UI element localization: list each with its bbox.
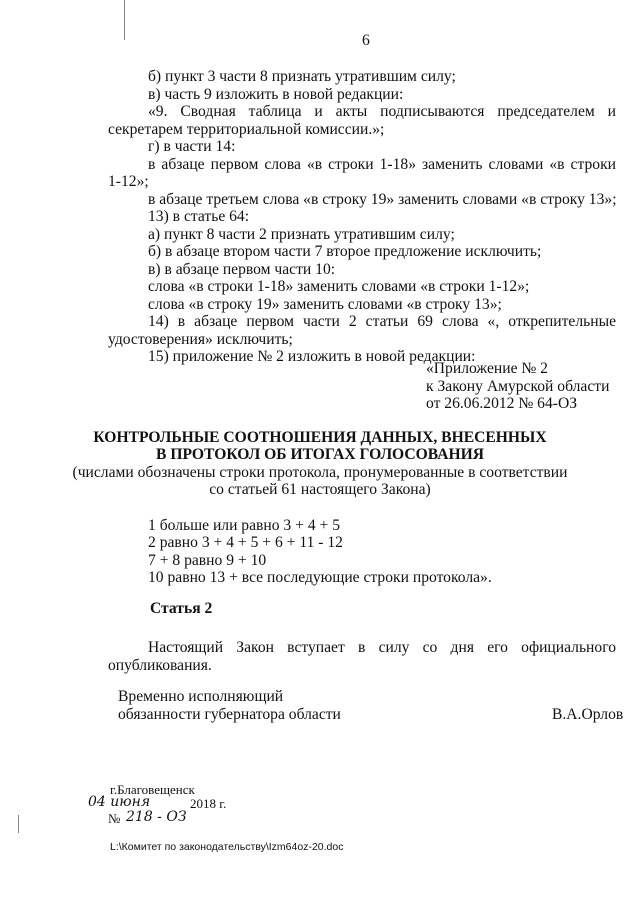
ratio-line: 1 больше или равно 3 + 4 + 5 — [148, 517, 341, 534]
amendment-line: б) пункт 3 части 8 признать утратившим силу; — [148, 68, 456, 85]
amendment-line: слова «в строки 1-18» заменить словами «в строки 1-12»; — [148, 278, 530, 295]
document-heading: КОНТРОЛЬНЫЕ СООТНОШЕНИЯ ДАННЫХ, ВНЕСЕННЫХ — [93, 429, 547, 446]
signature-position: обязанности губернатора области — [118, 706, 341, 723]
heading-note: со статьей 61 настоящего Закона) — [209, 481, 431, 498]
footer-file-path: L:\Комитет по законодательству\Izm64oz-20.doc — [110, 841, 344, 853]
heading-note: (числами обозначены строки протокола, пронумерованные в соответствии — [72, 464, 568, 481]
amendment-line: слова «в строку 19» заменить словами «в строку 13»; — [148, 296, 502, 313]
amendment-line: в) в абзаце первом части 10: — [148, 261, 336, 278]
article-text: Настоящий Закон вступает в силу со дня его официального — [148, 639, 616, 656]
amendment-line: в абзаце третьем слова «в строку 19» заменить словами «в строку 13»; — [148, 191, 617, 208]
appendix-ref-line: к Закону Амурской области — [426, 378, 610, 395]
document-heading: В ПРОТОКОЛ ОБ ИТОГАХ ГОЛОСОВАНИЯ — [156, 446, 484, 463]
page-number: 6 — [362, 32, 370, 49]
amendment-line: в) часть 9 изложить в новой редакции: — [148, 86, 404, 103]
signature-name: В.А.Орлов — [552, 706, 624, 723]
amendment-line: 13) в статье 64: — [148, 208, 250, 225]
amendment-line: г) в части 14: — [148, 138, 236, 155]
ratio-line: 10 равно 13 + все последующие строки протокола». — [148, 569, 492, 586]
amendment-line: а) пункт 8 части 2 признать утратившим силу; — [148, 226, 455, 243]
amendment-line: в абзаце первом слова «в строки 1-18» заменить словами «в строки — [148, 156, 616, 173]
ratio-line: 2 равно 3 + 4 + 5 + 6 + 11 - 12 — [148, 534, 343, 551]
amendment-line: 15) приложение № 2 изложить в новой редакции: — [148, 348, 476, 365]
article-text: опубликования. — [108, 657, 212, 674]
appendix-ref-line: от 26.06.2012 № 64-ОЗ — [426, 395, 578, 412]
signature-position: Временно исполняющий — [118, 688, 284, 705]
scan-mark-left — [18, 815, 19, 833]
amendment-line: «9. Сводная таблица и акты подписываются председателем и — [148, 103, 616, 120]
amendment-line: 14) в абзаце первом части 2 статьи 69 слова «, открепительные — [148, 313, 616, 330]
amendment-line: удостоверения» исключить; — [108, 331, 293, 348]
amendment-line: 1-12»; — [108, 173, 149, 190]
footer-date-handwritten: 04 июня — [88, 794, 151, 810]
footer-number-handwritten: 218 - ОЗ — [126, 809, 187, 825]
ratio-line: 7 + 8 равно 9 + 10 — [148, 552, 267, 569]
footer-city: г.Благовещенск — [110, 782, 195, 797]
scan-mark-top — [124, 0, 125, 40]
article-title: Статья 2 — [150, 600, 213, 617]
appendix-ref-line: «Приложение № 2 — [426, 360, 548, 377]
amendment-line: б) в абзаце втором части 7 второе предложение исключить; — [148, 243, 542, 260]
amendment-line: секретарем территориальной комиссии.»; — [108, 121, 385, 138]
footer-number-prefix: № — [108, 811, 121, 826]
footer-year: 2018 г. — [190, 796, 227, 811]
